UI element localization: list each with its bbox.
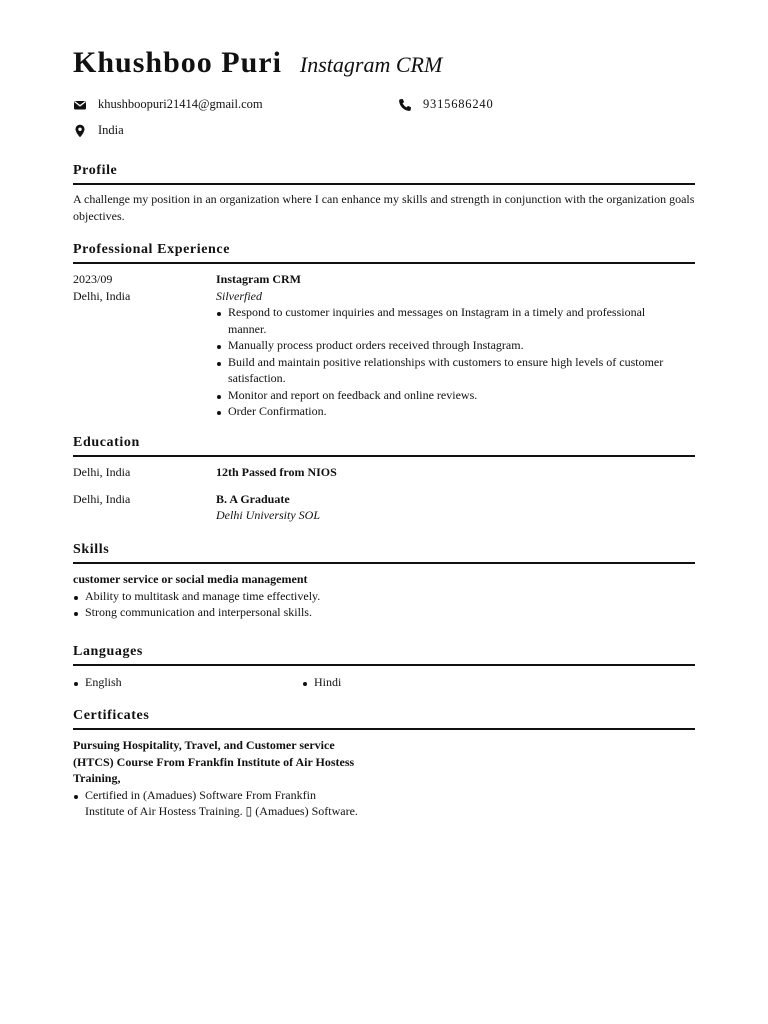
experience-section <box>73 241 695 420</box>
candidate-name: Khushboo Puri <box>73 46 282 79</box>
map-pin-icon <box>73 124 87 138</box>
experience-role: Instagram CRM <box>216 272 301 286</box>
certificate-heading: Pursuing Hospitality, Travel, and Customer service (HTCS) Course From Frankfin Institute of Air Hostess Training, <box>73 738 355 785</box>
location-contact <box>73 123 124 138</box>
education-degree: B. A Graduate <box>216 491 290 506</box>
education-school: Delhi University SOL <box>216 508 320 522</box>
section-title-skills: Skills <box>73 542 110 557</box>
profile-summary: A challenge my position in an organization where I can enhance my skills and strength in conjunction with the organization goals objectives. <box>73 192 695 223</box>
language-item: Hindi <box>302 674 531 691</box>
section-divider <box>73 664 695 666</box>
section-title-profile: Profile <box>73 163 118 178</box>
certificates-section <box>73 707 695 820</box>
education-entry <box>73 491 695 524</box>
education-location: Delhi, India <box>73 465 131 479</box>
languages-list <box>73 674 695 691</box>
phone-contact[interactable] <box>398 97 494 112</box>
section-divider <box>73 455 695 457</box>
list-item: Respond to customer inquiries and messages on Instagram in a timely and professional manner. <box>216 304 686 337</box>
list-item: Monitor and report on feedback and online reviews. <box>216 387 686 404</box>
education-location: Delhi, India <box>73 491 131 506</box>
language-item: English <box>73 674 302 691</box>
languages-section <box>73 643 695 691</box>
education-entry <box>73 464 695 481</box>
education-details <box>216 491 695 524</box>
skills-heading: customer service or social media management <box>73 572 308 586</box>
section-title-experience: Professional Experience <box>73 242 231 257</box>
phone-icon <box>398 98 412 112</box>
section-title-languages: Languages <box>73 644 143 659</box>
job-title: Instagram CRM <box>299 52 443 77</box>
experience-bullets <box>216 304 686 420</box>
list-item: Certified in (Amadues) Software From Frankfin Institute of Air Hostess Training. ▯ (Amadues) Software. <box>73 787 358 820</box>
list-item: Ability to multitask and manage time effectively. <box>73 588 695 605</box>
section-divider <box>73 183 695 185</box>
education-details <box>216 464 695 481</box>
experience-meta <box>73 271 213 304</box>
skills-section <box>73 541 695 621</box>
email-text: khushboopuri21414@gmail.com <box>98 97 263 111</box>
location-text: India <box>98 123 124 137</box>
section-title-education: Education <box>73 435 140 450</box>
experience-location: Delhi, India <box>73 288 131 303</box>
skills-list <box>73 588 695 621</box>
experience-entry <box>73 271 695 420</box>
list-item: Order Confirmation. <box>216 403 686 420</box>
experience-date: 2023/09 <box>73 272 113 286</box>
email-contact[interactable] <box>73 97 263 112</box>
list-item: Build and maintain positive relationships with customers to ensure high levels of customer satisfaction. <box>216 354 686 387</box>
phone-text: 9315686240 <box>423 97 494 111</box>
experience-company: Silverfied <box>216 288 262 303</box>
header-title-row <box>73 46 442 80</box>
list-item: Strong communication and interpersonal skills. <box>73 604 695 621</box>
education-section <box>73 434 695 524</box>
section-divider <box>73 728 695 730</box>
section-divider <box>73 562 695 564</box>
section-title-certificates: Certificates <box>73 708 150 723</box>
section-divider <box>73 262 695 264</box>
education-degree: 12th Passed from NIOS <box>216 465 337 479</box>
profile-section <box>73 162 695 224</box>
experience-details <box>216 271 695 420</box>
list-item: Manually process product orders received through Instagram. <box>216 337 686 354</box>
envelope-icon <box>73 98 87 112</box>
certificates-list <box>73 787 358 820</box>
